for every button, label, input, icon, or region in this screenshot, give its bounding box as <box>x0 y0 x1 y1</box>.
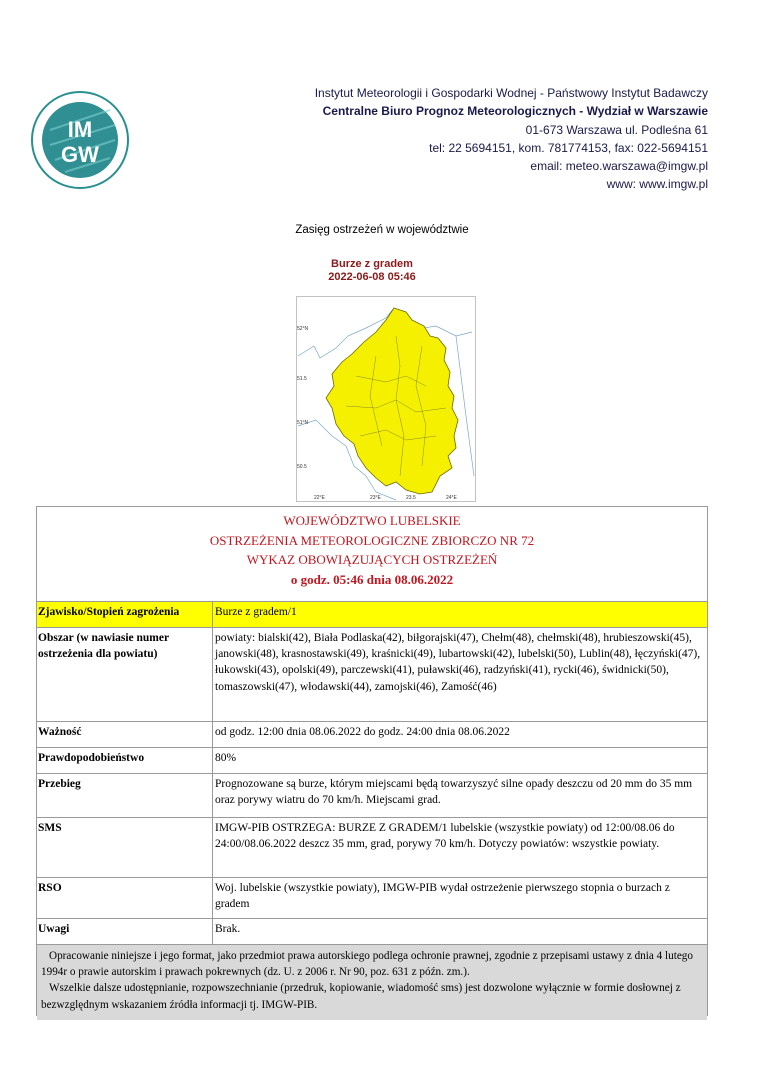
row-course <box>37 774 707 818</box>
row-area <box>37 628 707 722</box>
header-region: WOJEWÓDZTWO LUBELSKIE <box>283 513 461 528</box>
row-label: Prawdopodobieństwo <box>37 748 213 773</box>
row-label: Ważność <box>37 722 213 747</box>
row-value: Woj. lubelskie (wszystkie powiaty), IMGW-PIB wydał ostrzeżenie pierwszego stopnia o burzach z gradem <box>215 882 670 911</box>
institute-name: Instytut Meteorologii i Gospodarki Wodnej - Państwowy Instytut Badawczy <box>314 86 708 100</box>
lon-label-1: 22°E <box>314 495 325 501</box>
map-title-block <box>272 258 472 284</box>
bureau-name: Centralne Biuro Prognoz Meteorologicznych - Wydział w Warszawie <box>322 104 708 119</box>
warning-header <box>37 507 707 602</box>
row-value: Burze z gradem/1 <box>215 606 297 618</box>
row-label: SMS <box>37 818 213 877</box>
institute-address: 01-673 Warszawa ul. Podleśna 61 <box>525 122 708 137</box>
map-caption: Zasięg ostrzeżeń w województwie <box>295 224 469 236</box>
institute-phone: tel: 22 5694151, kom. 781774153, fax: 022-5694151 <box>429 140 708 155</box>
logo-text-top: IM <box>67 117 93 142</box>
lon-label-4: 24°E <box>446 495 457 501</box>
institute-email[interactable]: email: meteo.warszawa@imgw.pl <box>530 159 708 174</box>
row-label: Uwagi <box>37 919 213 944</box>
row-label: RSO <box>37 878 213 918</box>
imgw-logo <box>30 90 130 190</box>
lat-label-2: 51.5 <box>297 376 307 382</box>
lat-label-1: 52°N <box>297 326 309 332</box>
header-datetime: o godz. 05:46 dnia 08.06.2022 <box>290 571 454 587</box>
lon-label-2: 23°E <box>370 495 381 501</box>
copyright-notice: Opracowanie niniejsze i jego format, jako przedmiot prawa autorskiego podlega ochronie prawnej, zgodnie z przepisami ustawy z dnia 4 lutego 1994r o prawie autorskim i prawach pokrewnych (dz. U. z 2006 r. Nr 90, poz. 631 z późn. zm.). <box>41 950 693 979</box>
warning-table <box>36 506 708 1016</box>
warning-map <box>296 296 476 502</box>
institute-info <box>248 84 708 194</box>
row-value: od godz. 12:00 dnia 08.06.2022 do godz. 24:00 dnia 08.06.2022 <box>215 726 510 738</box>
lat-label-3: 51°N <box>297 420 309 426</box>
copyright-footer <box>37 945 707 1020</box>
header-list-title: WYKAZ OBOWIĄZUJĄCYCH OSTRZEŻEŃ <box>246 552 498 567</box>
row-value: Prognozowane są burze, którym miejscami będą towarzyszyć silne opady deszczu od 20 mm do 35 mm oraz porywy wiatru do 70 km/h. Miejscami grad. <box>215 778 693 807</box>
row-value: Brak. <box>215 923 241 935</box>
map-datetime: 2022-06-08 05:46 <box>328 271 416 283</box>
row-label: Obszar (w nawiasie numer ostrzeżenia dla powiatu) <box>37 628 213 721</box>
row-label: Przebieg <box>37 774 213 817</box>
header-title: OSTRZEŻENIA METEOROLOGICZNE ZBIORCZO NR 72 <box>209 532 535 548</box>
lat-label-4: 50.5 <box>297 464 307 470</box>
row-value: IMGW-PIB OSTRZEGA: BURZE Z GRADEM/1 lubelskie (wszystkie powiaty) od 12:00/08.06 do 24:00/08.06.2022 deszcz 35 mm, grad, porywy 70 km/h. Dotyczy powiatów: wszystkie powiaty. <box>215 822 675 851</box>
row-rso <box>37 878 707 919</box>
distribution-notice: Wszelkie dalsze udostępnianie, rozpowszechnianie (przedruk, kopiowanie, wiadomość sms) jest dozwolone wyłącznie w formie dosłownej z bezwzględnym wskazaniem źródła informacji tj. IMGW-PIB. <box>41 982 681 1011</box>
map-title: Burze z gradem <box>331 258 413 270</box>
row-probability <box>37 748 707 774</box>
institute-www[interactable]: www: www.imgw.pl <box>606 177 708 192</box>
row-value: 80% <box>215 752 237 764</box>
row-label: Zjawisko/Stopień zagrożenia <box>37 602 213 627</box>
row-validity <box>37 722 707 748</box>
logo-text-bottom: GW <box>61 142 99 167</box>
row-remarks <box>37 919 707 945</box>
row-value: powiaty: bialski(42), Biała Podlaska(42), biłgorajski(47), Chełm(48), chełmski(48), hrubieszowski(45), janowski(48), krasnostawski(49), kraśnicki(49), lubartowski(42), lubelski(50), Lublin(48), łęczyński(47), łukowski(43), opolski(49), parczewski(41), puławski(46), radzyński(41), rycki(46), świdnicki(50), tomaszowski(47), włodawski(44), zamojski(46), Zamość(46) <box>215 632 701 693</box>
lon-label-3: 23.5 <box>406 495 416 501</box>
row-phenomenon <box>37 602 707 628</box>
row-sms <box>37 818 707 878</box>
